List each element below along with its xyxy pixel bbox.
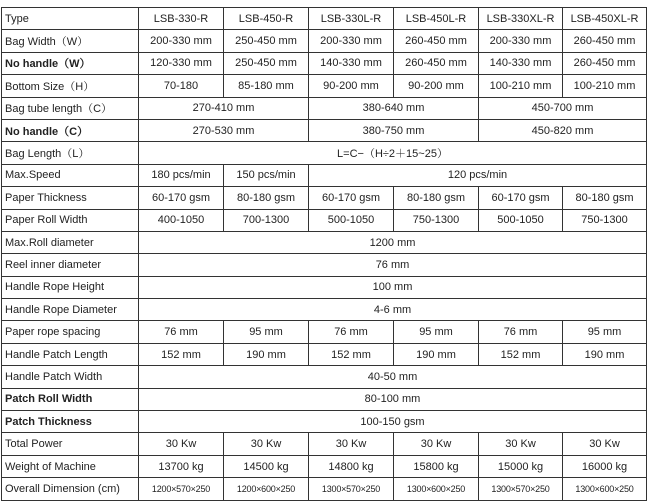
row-label: Patch Thickness [2,411,139,433]
table-row [2,119,647,141]
table-cell: LSB-330L-R [309,8,394,30]
table-cell: 80-100 mm [139,388,647,410]
table-cell: 80-180 gsm [394,187,479,209]
row-label: Paper Roll Width [2,209,139,231]
table-cell: 100 mm [139,276,647,298]
table-row [2,254,647,276]
table-cell: 40-50 mm [139,366,647,388]
table-cell: 750-1300 [563,209,647,231]
table-row [2,8,647,30]
row-label: Overall Dimension (cm) [2,478,139,500]
table-cell: 15800 kg [394,455,479,477]
row-label: No handle（W） [2,52,139,74]
table-cell: 4-6 mm [139,299,647,321]
table-cell: 76 mm [139,321,224,343]
row-label: Handle Rope Diameter [2,299,139,321]
table-cell: 400-1050 [139,209,224,231]
table-cell: 30 Kw [394,433,479,455]
table-row [2,343,647,365]
table-cell: 95 mm [563,321,647,343]
table-cell: LSB-330-R [139,8,224,30]
table-cell: 1300×600×250 [563,478,647,500]
table-cell: 60-170 gsm [309,187,394,209]
table-cell: 750-1300 [394,209,479,231]
table-cell: 450-700 mm [479,97,647,119]
table-row [2,366,647,388]
table-cell: 76 mm [139,254,647,276]
table-row [2,164,647,186]
table-cell: 500-1050 [479,209,563,231]
table-cell: LSB-330XL-R [479,8,563,30]
table-cell: 95 mm [224,321,309,343]
row-label: Paper rope spacing [2,321,139,343]
table-cell: 450-820 mm [479,119,647,141]
table-row [2,30,647,52]
row-label: Max.Speed [2,164,139,186]
row-label: Bag Length（L） [2,142,139,164]
table-cell: 380-640 mm [309,97,479,119]
table-cell: 60-170 gsm [479,187,563,209]
table-cell: 100-210 mm [563,75,647,97]
table-cell: 100-150 gsm [139,411,647,433]
table-cell: 30 Kw [309,433,394,455]
row-label: No handle（C） [2,119,139,141]
spec-table [1,7,647,501]
table-cell: 1300×570×250 [309,478,394,500]
table-cell: LSB-450XL-R [563,8,647,30]
table-cell: 152 mm [139,343,224,365]
table-row [2,276,647,298]
table-cell: 260-450 mm [394,52,479,74]
table-cell: 13700 kg [139,455,224,477]
table-cell: 30 Kw [563,433,647,455]
table-cell: 200-330 mm [479,30,563,52]
table-cell: 100-210 mm [479,75,563,97]
table-cell: 70-180 [139,75,224,97]
table-cell: 260-450 mm [394,30,479,52]
table-cell: 250-450 mm [224,30,309,52]
table-cell: 140-330 mm [479,52,563,74]
table-cell: LSB-450-R [224,8,309,30]
table-row [2,411,647,433]
table-cell: 120-330 mm [139,52,224,74]
row-label: Max.Roll diameter [2,231,139,253]
table-cell: 120 pcs/min [309,164,647,186]
table-row [2,455,647,477]
table-cell: 500-1050 [309,209,394,231]
table-cell: 190 mm [394,343,479,365]
table-row [2,478,647,500]
table-cell: 15000 kg [479,455,563,477]
table-cell: 140-330 mm [309,52,394,74]
row-label: Patch Roll Width [2,388,139,410]
table-cell: 1200 mm [139,231,647,253]
row-label: Paper Thickness [2,187,139,209]
table-cell: 150 pcs/min [224,164,309,186]
table-cell: 14500 kg [224,455,309,477]
table-cell: 380-750 mm [309,119,479,141]
table-cell: 190 mm [563,343,647,365]
row-label: Weight of Machine [2,455,139,477]
table-cell: 76 mm [309,321,394,343]
table-row [2,142,647,164]
table-row [2,187,647,209]
table-cell: 152 mm [309,343,394,365]
row-label: Handle Patch Width [2,366,139,388]
table-cell: 180 pcs/min [139,164,224,186]
table-row [2,231,647,253]
row-label: Handle Rope Height [2,276,139,298]
table-row [2,388,647,410]
table-cell: 1200×600×250 [224,478,309,500]
table-cell: 90-200 mm [394,75,479,97]
spec-table-body [2,8,647,501]
table-row [2,209,647,231]
row-label: Reel inner diameter [2,254,139,276]
table-cell: 270-410 mm [139,97,309,119]
table-cell: 30 Kw [224,433,309,455]
table-cell: LSB-450L-R [394,8,479,30]
table-cell: 14800 kg [309,455,394,477]
table-cell: 700-1300 [224,209,309,231]
table-cell: 16000 kg [563,455,647,477]
table-cell: 1200×570×250 [139,478,224,500]
table-row [2,321,647,343]
table-cell: 1300×600×250 [394,478,479,500]
table-cell: 1300×570×250 [479,478,563,500]
table-cell: 90-200 mm [309,75,394,97]
table-cell: 270-530 mm [139,119,309,141]
table-cell: 250-450 mm [224,52,309,74]
table-row [2,52,647,74]
table-cell: 60-170 gsm [139,187,224,209]
table-cell: 95 mm [394,321,479,343]
table-cell: 85-180 mm [224,75,309,97]
table-cell: 190 mm [224,343,309,365]
table-row [2,75,647,97]
table-row [2,97,647,119]
row-label: Bag Width（W） [2,30,139,52]
row-label: Total Power [2,433,139,455]
table-cell: 30 Kw [139,433,224,455]
row-label: Bottom Size（H） [2,75,139,97]
table-cell: 152 mm [479,343,563,365]
table-cell: 80-180 gsm [224,187,309,209]
table-row [2,299,647,321]
table-cell: 200-330 mm [139,30,224,52]
table-cell: L=C−（H÷2＋15~25） [139,142,647,164]
table-cell: 260-450 mm [563,52,647,74]
row-label: Handle Patch Length [2,343,139,365]
table-cell: 76 mm [479,321,563,343]
table-cell: 200-330 mm [309,30,394,52]
table-cell: 30 Kw [479,433,563,455]
table-cell: 260-450 mm [563,30,647,52]
table-row [2,433,647,455]
row-label: Bag tube length（C） [2,97,139,119]
table-cell: 80-180 gsm [563,187,647,209]
row-label: Type [2,8,139,30]
